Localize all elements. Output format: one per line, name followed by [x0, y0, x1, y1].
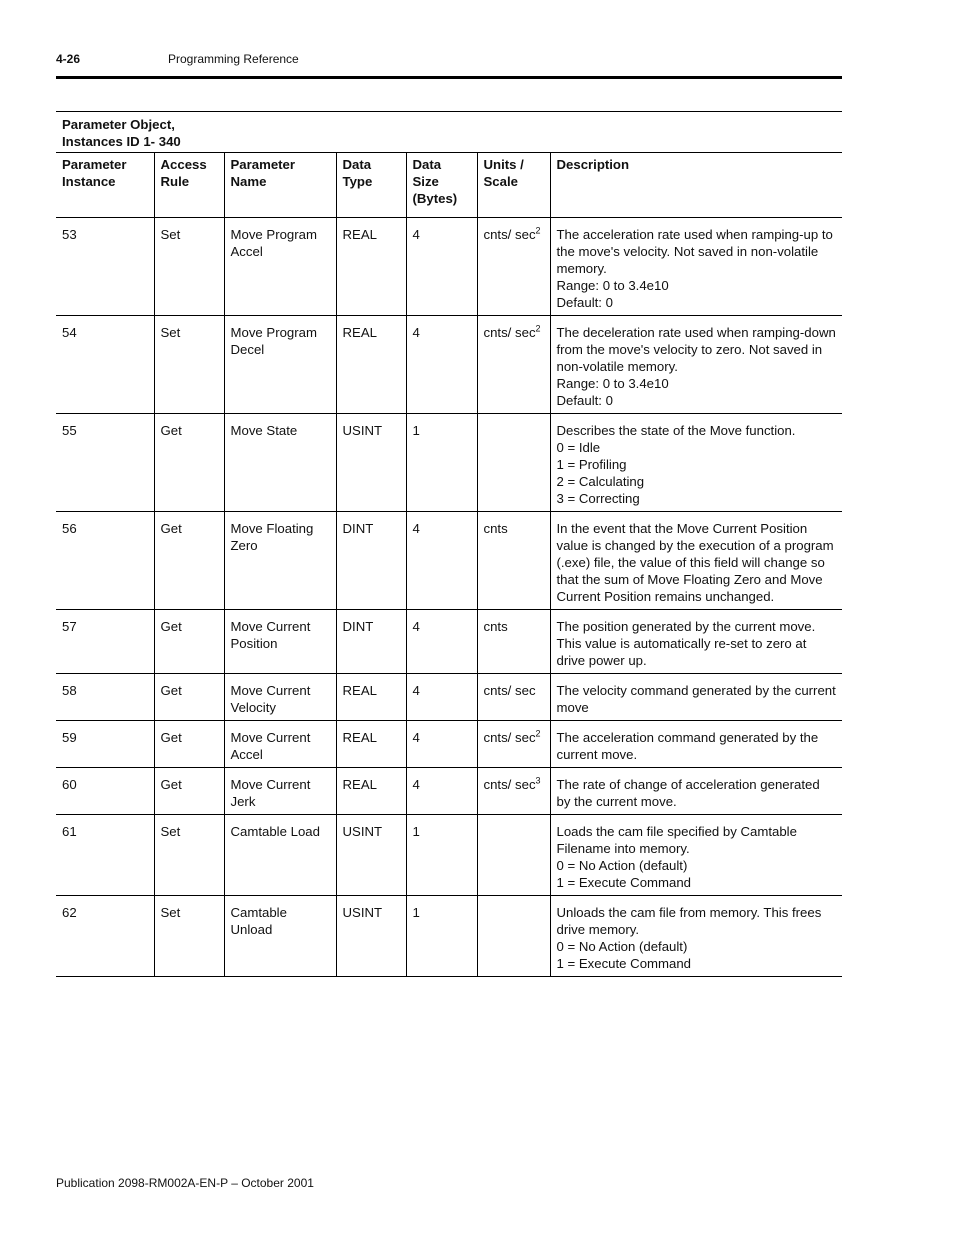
table-body	[56, 218, 842, 977]
units-text: cnts/ sec	[483, 730, 536, 745]
table-row	[56, 610, 842, 674]
units-scale-cell	[477, 721, 550, 768]
parameter-name-cell: Move Floating Zero	[224, 512, 336, 610]
data-type-cell: USINT	[336, 414, 406, 512]
parameter-name-cell: Move Current Velocity	[224, 674, 336, 721]
description-line: Loads the cam file specified by Camtable Filename into memory.	[556, 824, 797, 856]
access-rule-cell: Get	[154, 768, 224, 815]
data-type-cell: REAL	[336, 674, 406, 721]
data-type-cell: REAL	[336, 218, 406, 316]
description-line: 1 = Execute Command	[556, 956, 692, 971]
data-size-cell: 4	[406, 218, 477, 316]
data-type-cell: USINT	[336, 896, 406, 977]
description-line: 3 = Correcting	[556, 491, 640, 506]
access-rule-cell: Get	[154, 414, 224, 512]
parameter-name-cell: Camtable Unload	[224, 896, 336, 977]
column-header: Description	[550, 153, 842, 218]
parameter-name-cell: Move State	[224, 414, 336, 512]
column-header: Data Type	[336, 153, 406, 218]
units-scale-cell	[477, 218, 550, 316]
column-header: Parameter Name	[224, 153, 336, 218]
column-header: Data Size (Bytes)	[406, 153, 477, 218]
parameter-table-container	[56, 111, 842, 977]
access-rule-cell: Get	[154, 512, 224, 610]
table-caption-line2: Instances ID 1- 340	[62, 134, 181, 149]
table-row	[56, 316, 842, 414]
parameter-instance-cell: 62	[56, 896, 154, 977]
units-scale-cell	[477, 414, 550, 512]
units-text: cnts/ sec	[483, 683, 536, 698]
parameter-instance-cell: 58	[56, 674, 154, 721]
description-line: 0 = Idle	[556, 440, 601, 455]
parameter-instance-cell: 57	[56, 610, 154, 674]
description-cell	[550, 218, 842, 316]
units-scale-cell	[477, 610, 550, 674]
table-row	[56, 896, 842, 977]
units-text: cnts/ sec	[483, 325, 536, 340]
table-row	[56, 414, 842, 512]
units-text: cnts	[483, 619, 508, 634]
data-size-cell: 1	[406, 896, 477, 977]
parameter-instance-cell: 54	[56, 316, 154, 414]
data-size-cell: 4	[406, 674, 477, 721]
units-scale-cell	[477, 815, 550, 896]
units-scale-cell	[477, 512, 550, 610]
data-type-cell: REAL	[336, 316, 406, 414]
table-caption-line1: Parameter Object,	[62, 117, 175, 132]
description-cell	[550, 414, 842, 512]
publication-footer: Publication 2098-RM002A-EN-P – October 2001	[56, 1176, 314, 1190]
units-text: cnts/ sec	[483, 777, 536, 792]
column-header: Parameter Instance	[56, 153, 154, 218]
description-line: 2 = Calculating	[556, 474, 645, 489]
units-exponent: 2	[535, 323, 541, 334]
parameter-name-cell: Camtable Load	[224, 815, 336, 896]
description-line: 0 = No Action (default)	[556, 939, 688, 954]
description-line: The velocity command generated by the current move	[556, 683, 836, 715]
description-line: The rate of change of acceleration generated by the current move.	[556, 777, 820, 809]
description-cell	[550, 896, 842, 977]
parameter-instance-cell: 60	[56, 768, 154, 815]
page-header	[56, 52, 842, 79]
description-line: Range: 0 to 3.4e10	[556, 376, 669, 391]
description-line: The position generated by the current move. This value is automatically re-set to zero at drive power up.	[556, 619, 816, 668]
data-size-cell: 4	[406, 316, 477, 414]
description-cell	[550, 674, 842, 721]
table-caption	[56, 112, 842, 153]
access-rule-cell: Set	[154, 815, 224, 896]
units-scale-cell	[477, 896, 550, 977]
description-cell	[550, 512, 842, 610]
data-size-cell: 4	[406, 512, 477, 610]
page-number: 4-26	[56, 52, 81, 66]
table-row	[56, 674, 842, 721]
data-type-cell: USINT	[336, 815, 406, 896]
parameter-instance-cell: 55	[56, 414, 154, 512]
units-scale-cell	[477, 316, 550, 414]
table-row	[56, 815, 842, 896]
table-row	[56, 218, 842, 316]
column-header: Units / Scale	[477, 153, 550, 218]
data-size-cell: 4	[406, 768, 477, 815]
description-line: 1 = Execute Command	[556, 875, 692, 890]
description-line: Default: 0	[556, 393, 613, 408]
description-line: The acceleration rate used when ramping-up to the move's velocity. Not saved in non-volatile memory.	[556, 227, 833, 276]
section-title: Programming Reference	[168, 52, 299, 66]
data-type-cell: REAL	[336, 768, 406, 815]
description-cell	[550, 721, 842, 768]
units-text: cnts/ sec	[483, 227, 536, 242]
access-rule-cell: Get	[154, 610, 224, 674]
description-cell	[550, 610, 842, 674]
units-scale-cell	[477, 768, 550, 815]
parameter-name-cell: Move Program Accel	[224, 218, 336, 316]
table-row	[56, 768, 842, 815]
description-line: 1 = Profiling	[556, 457, 627, 472]
column-header-row	[56, 153, 842, 218]
parameter-instance-cell: 53	[56, 218, 154, 316]
parameter-name-cell: Move Current Position	[224, 610, 336, 674]
data-size-cell: 1	[406, 815, 477, 896]
access-rule-cell: Set	[154, 896, 224, 977]
table-row	[56, 512, 842, 610]
description-line: 0 = No Action (default)	[556, 858, 688, 873]
units-exponent: 2	[535, 225, 541, 236]
units-text: cnts	[483, 521, 508, 536]
parameter-name-cell: Move Program Decel	[224, 316, 336, 414]
access-rule-cell: Set	[154, 218, 224, 316]
table-caption-row	[56, 112, 842, 153]
units-exponent: 2	[535, 728, 541, 739]
description-line: The acceleration command generated by the current move.	[556, 730, 819, 762]
description-line: Describes the state of the Move function.	[556, 423, 796, 438]
description-line: In the event that the Move Current Position value is changed by the execution of a program (.exe) file, the value of this field will change so that the sum of Move Floating Zero and Move Current Position remains unchanged.	[556, 521, 834, 604]
description-cell	[550, 316, 842, 414]
units-exponent: 3	[535, 775, 541, 786]
data-size-cell: 4	[406, 610, 477, 674]
table-row	[56, 721, 842, 768]
parameter-instance-cell: 59	[56, 721, 154, 768]
description-cell	[550, 815, 842, 896]
parameter-instance-cell: 56	[56, 512, 154, 610]
units-scale-cell	[477, 674, 550, 721]
description-line: The deceleration rate used when ramping-down from the move's velocity to zero. Not saved in non-volatile memory.	[556, 325, 836, 374]
data-type-cell: DINT	[336, 610, 406, 674]
data-size-cell: 4	[406, 721, 477, 768]
column-header: Access Rule	[154, 153, 224, 218]
description-cell	[550, 768, 842, 815]
parameter-name-cell: Move Current Jerk	[224, 768, 336, 815]
description-line: Range: 0 to 3.4e10	[556, 278, 669, 293]
access-rule-cell: Get	[154, 674, 224, 721]
access-rule-cell: Get	[154, 721, 224, 768]
parameter-instance-cell: 61	[56, 815, 154, 896]
parameter-name-cell: Move Current Accel	[224, 721, 336, 768]
access-rule-cell: Set	[154, 316, 224, 414]
description-line: Default: 0	[556, 295, 613, 310]
description-line: Unloads the cam file from memory. This frees drive memory.	[556, 905, 822, 937]
data-size-cell: 1	[406, 414, 477, 512]
data-type-cell: DINT	[336, 512, 406, 610]
parameter-object-table	[56, 111, 842, 977]
data-type-cell: REAL	[336, 721, 406, 768]
